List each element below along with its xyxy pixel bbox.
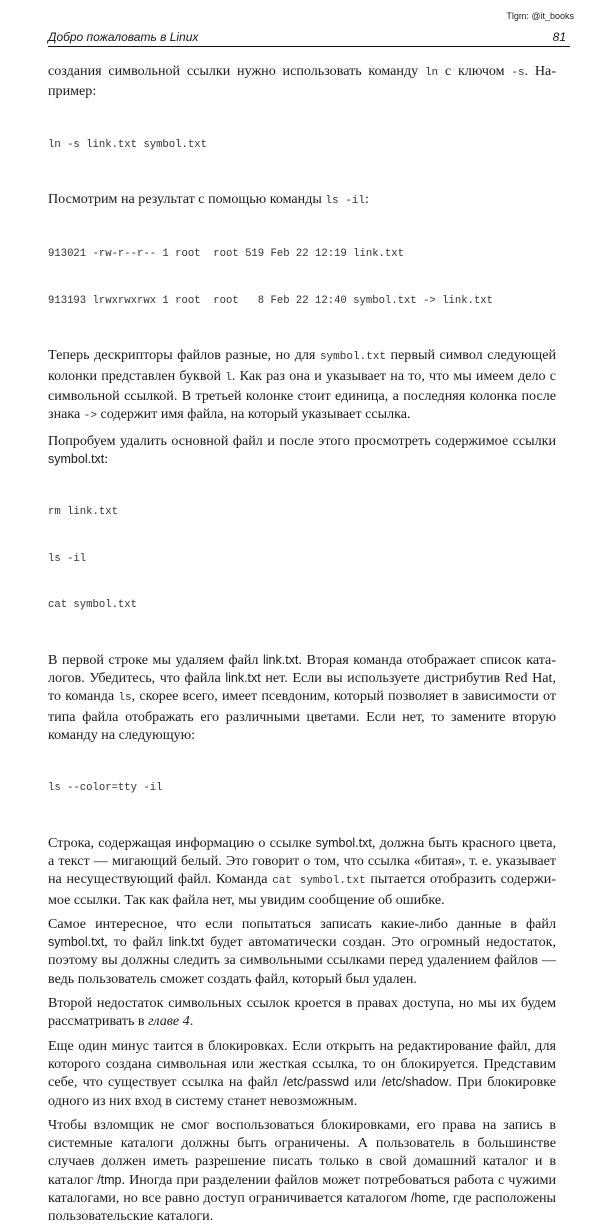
code-line: ls -il — [48, 552, 87, 565]
code-line: cat symbol.txt — [48, 599, 138, 612]
code-line: 913193 lrwxrwxrwx 1 root root 8 Feb 22 12:40 symbol.txt -> link.txt — [48, 294, 494, 307]
page-number: 81 — [552, 30, 566, 44]
paragraph-1: создания символьной ссылки нужно использовать команду ln с ключом -s. Например: — [48, 63, 557, 100]
chapter-title: Добро пожаловать в Linux — [48, 30, 199, 44]
paragraph-9: Еще один минус таится в блокировках. Если открыть на редактирование файл, для которого создана символьная или жесткая ссылка, то он блокируется. Представим себе, что существует ссылка на файл /etc/passwd или /etc/shadow. При блокировке одного из них вход в систему станет невозможным. — [48, 1037, 556, 1109]
page-body — [48, 62, 556, 1232]
paragraph-2: Посмотрим на результат с помощью команды ls -il: — [48, 191, 369, 208]
code-line: 913021 -rw-r--r-- 1 root root 519 Feb 22 12:19 link.txt — [48, 248, 405, 261]
code-line: rm link.txt — [48, 506, 118, 519]
code-line: ls --color=tty -il — [48, 782, 163, 795]
code-line: ln -s link.txt symbol.txt — [48, 138, 207, 151]
code-block-2 — [48, 216, 556, 340]
paragraph-7: Самое интересное, что если попытаться записать какие-либо данные в файл symbol.txt, то файл link.txt будет автоматически создан. Это огромный недостаток, поэтому вы должны следить за символьными ссылками перед удалением файлов — ведь пользователь сможет создать файл, который был удален. — [48, 915, 556, 987]
paragraph-10: Чтобы взломщик не смог воспользоваться блокировками, его права на запись в системные каталоги должны быть ограничены. А пользователь в большинстве случаев должен иметь разрешение писать только в свой домашний каталог и в каталог /tmp. Иногда при разделении файлов может потребоваться работа с чужими каталогами, но все равно доступ ограничивается каталогом /home, где расположены пользовательские каталоги. — [48, 1116, 556, 1225]
paragraph-6: Строка, содержащая информацию о ссылке symbol.txt, должна быть красного цвета, а текст — мигающий белый. Это говорит о том, что ссылка «битая», т. е. указывает на несуществующий файл. Команда cat symbol.txt пытается отобразить содержимое ссылки. Так как файла нет, мы увидим сообщение об ошибке. — [48, 834, 556, 908]
code-block-1 — [48, 107, 556, 185]
paragraph-5: В первой строке мы удаляем файл link.txt. Вторая команда отображает список каталогов. Убедитесь, что файла link.txt нет. Если вы используете дистрибутив Red Hat, то команда ls, скорее всего, имеет псевдоним, который позволяет в зависимости от типа файла отображать его различными цветами. Если нет, то замените вторую команду на следующую: — [48, 651, 557, 743]
telegram-tag: Tlgm: @it_books — [506, 11, 574, 21]
running-header — [48, 30, 570, 47]
paragraph-8: Второй недостаток символьных ссылок кроется в правах доступа, но мы их будем рассматривать в главе 4. — [48, 995, 556, 1030]
paragraph-3: Теперь дескрипторы файлов разные, но для symbol.txt первый символ следующей колонки представлен буквой l. Как раз она и указывает на то, что мы имеем дело с символьной ссылкой. В третьей колонке стоит единица, а последняя колонка после знака -> содержит имя файла, на который указывает ссылка. — [48, 347, 557, 423]
paragraph-4: Попробуем удалить основной файл и после этого просмотреть содержимое ссылки symbol.txt: — [48, 432, 556, 467]
code-block-4 — [48, 750, 556, 828]
code-block-3 — [48, 474, 556, 645]
